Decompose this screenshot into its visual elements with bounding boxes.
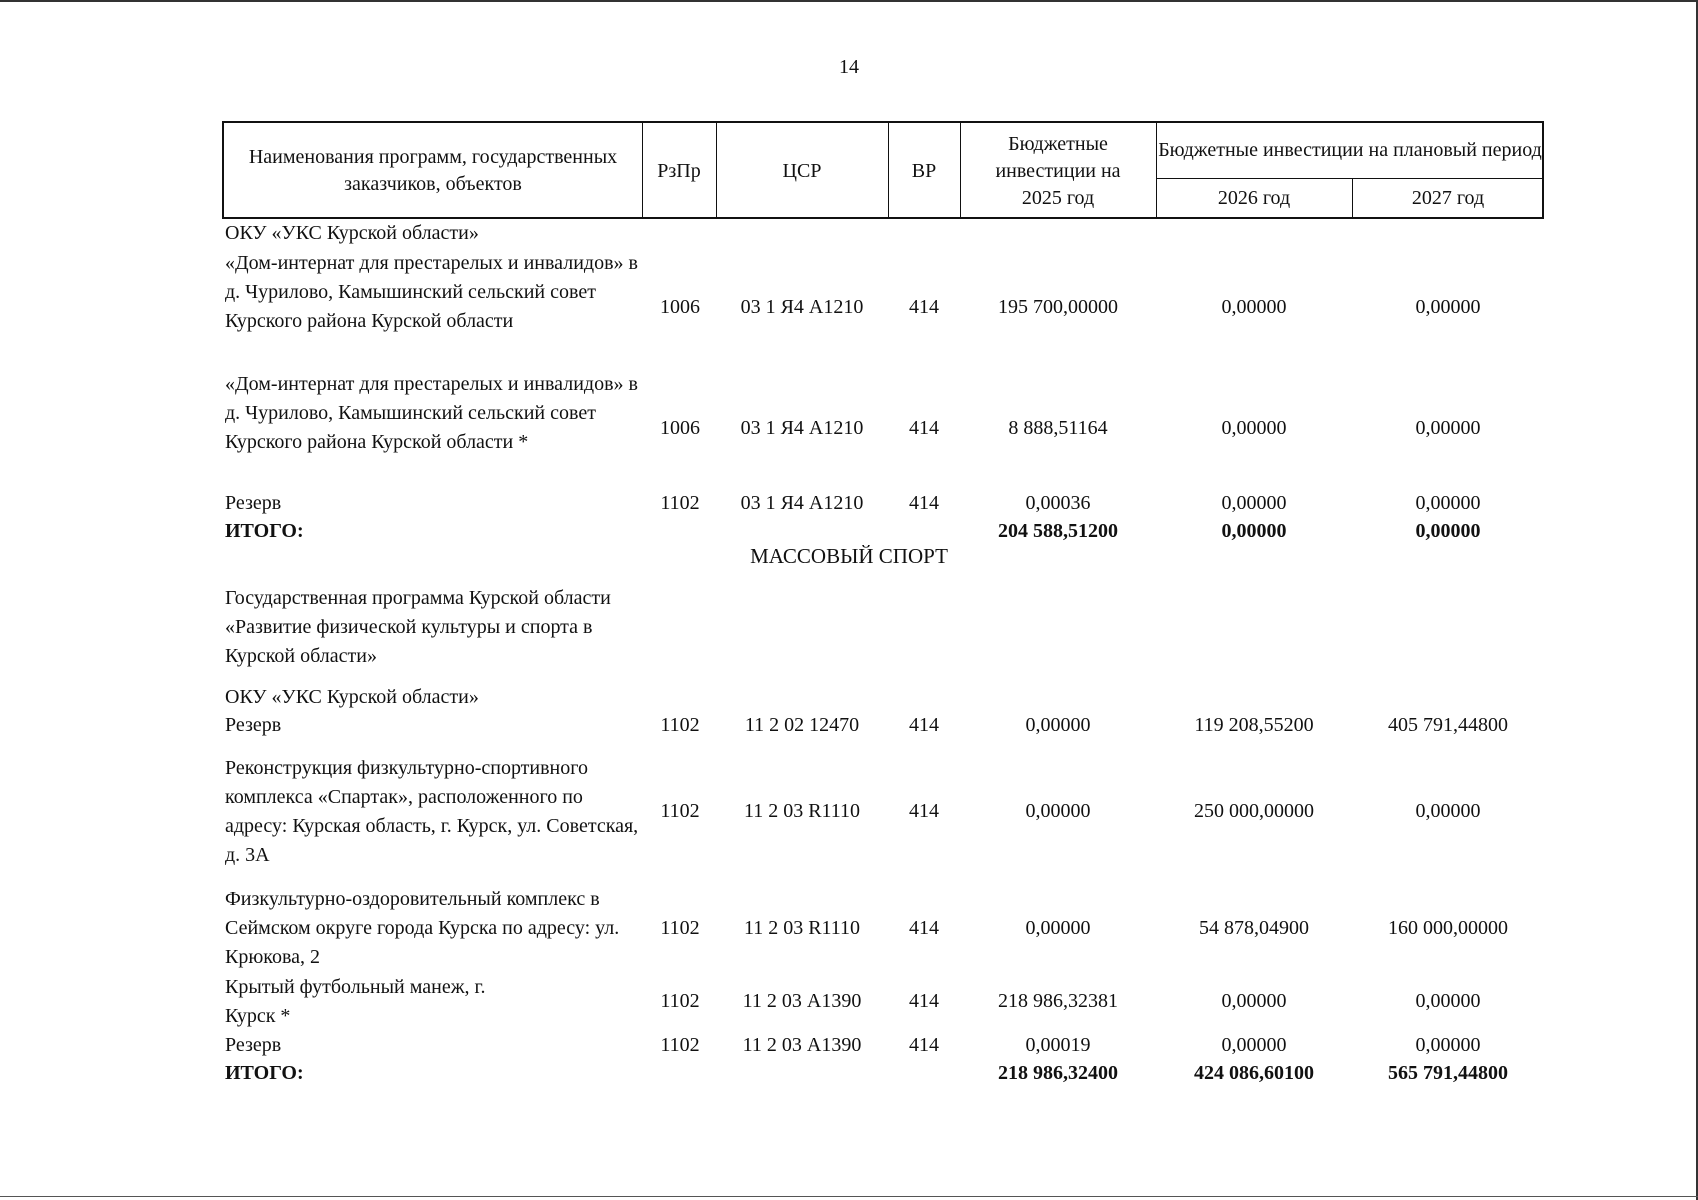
row-vr: 414 <box>909 492 939 514</box>
row-2026: 0,00000 <box>1221 990 1287 1012</box>
row-name: «Дом-интернат для престарелых и инвалидов» в д. Чурилово, Камышинский сельский совет Курского района Курской области * <box>225 373 638 453</box>
row-csr: 03 1 Я4 А1210 <box>740 296 864 318</box>
row-name: «Дом-интернат для престарелых и инвалидов» в д. Чурилово, Камышинский сельский совет Курского района Курской области <box>225 252 638 332</box>
section-title: МАССОВЫЙ СПОРТ <box>750 544 948 568</box>
row-name: Резерв <box>225 492 282 514</box>
row-2025: 218 986,32381 <box>998 990 1118 1012</box>
row-2026: 0,00000 <box>1221 417 1287 439</box>
row-csr: 11 2 03 А1390 <box>742 990 862 1012</box>
owner-label: ОКУ «УКС Курской области» <box>225 222 479 244</box>
row-2025: 0,00019 <box>1025 1034 1091 1056</box>
header-year-2027: 2027 год <box>1411 187 1485 209</box>
row-2025: 195 700,00000 <box>998 296 1118 318</box>
scan-edge-bottom <box>0 1196 1698 1197</box>
row-2026: 250 000,00000 <box>1194 800 1314 822</box>
row-name: Резерв <box>225 714 282 736</box>
row-csr: 11 2 02 12470 <box>744 714 860 736</box>
row-rzpr: 1102 <box>660 917 700 939</box>
header-csr: ЦСР <box>782 159 822 182</box>
header-rzpr: РзПр <box>657 159 701 182</box>
total-label: ИТОГО: <box>225 520 304 542</box>
row-2026: 119 208,55200 <box>1194 714 1314 736</box>
table-header <box>222 121 1544 219</box>
total-2027: 565 791,44800 <box>1388 1062 1508 1084</box>
row-2027: 405 791,44800 <box>1388 714 1508 736</box>
page-number: 14 <box>839 56 859 78</box>
total-2027: 0,00000 <box>1415 520 1481 542</box>
row-2026: 0,00000 <box>1221 296 1287 318</box>
total-label: ИТОГО: <box>225 1062 304 1084</box>
row-csr: 03 1 Я4 А1210 <box>740 417 864 439</box>
row-2027: 160 000,00000 <box>1388 917 1508 939</box>
total-2025: 204 588,51200 <box>998 520 1118 542</box>
row-2027: 0,00000 <box>1415 492 1481 514</box>
total-2025: 218 986,32400 <box>998 1062 1118 1084</box>
program-label: Государственная программа Курской области «Развитие физической культуры и спорта в Курской области» <box>225 587 611 667</box>
row-vr: 414 <box>909 714 939 736</box>
header-name: Наименования программ, государственных заказчиков, объектов <box>248 146 618 195</box>
row-2026: 54 878,04900 <box>1199 917 1309 939</box>
row-2025: 0,00000 <box>1025 800 1091 822</box>
row-2025: 0,00036 <box>1025 492 1091 514</box>
row-rzpr: 1102 <box>660 800 700 822</box>
owner-label: ОКУ «УКС Курской области» <box>225 686 479 708</box>
row-vr: 414 <box>909 800 939 822</box>
row-rzpr: 1102 <box>660 492 700 514</box>
header-budget-2025: Бюджетные инвестиции на 2025 год <box>995 132 1121 209</box>
row-name: Физкультурно-оздоровительный комплекс в Сеймском округе города Курска по адресу: ул. Крюкова, 2 <box>225 888 620 968</box>
row-csr: 03 1 Я4 А1210 <box>740 492 864 514</box>
row-rzpr: 1102 <box>660 1034 700 1056</box>
row-csr: 11 2 03 А1390 <box>742 1034 862 1056</box>
row-2027: 0,00000 <box>1415 417 1481 439</box>
row-2026: 0,00000 <box>1221 1034 1287 1056</box>
header-vr: ВР <box>911 159 937 182</box>
row-vr: 414 <box>909 1034 939 1056</box>
row-2027: 0,00000 <box>1415 296 1481 318</box>
row-2026: 0,00000 <box>1221 492 1287 514</box>
header-year-2026: 2026 год <box>1217 187 1291 209</box>
row-2025: 0,00000 <box>1025 714 1091 736</box>
row-2025: 8 888,51164 <box>1008 417 1108 439</box>
row-vr: 414 <box>909 917 939 939</box>
row-name: Реконструкция физкультурно-спортивного комплекса «Спартак», расположенного по адресу: Курская область, г. Курск, ул. Советская, д. 3А <box>225 757 639 866</box>
scan-edge-top <box>0 0 1698 2</box>
row-2027: 0,00000 <box>1415 1034 1481 1056</box>
row-rzpr: 1102 <box>660 714 700 736</box>
row-csr: 11 2 03 R1110 <box>743 800 861 822</box>
row-vr: 414 <box>909 990 939 1012</box>
row-2025: 0,00000 <box>1025 917 1091 939</box>
row-rzpr: 1102 <box>660 990 700 1012</box>
total-2026: 424 086,60100 <box>1194 1062 1314 1084</box>
header-planned-period: Бюджетные инвестиции на плановый период <box>1158 139 1542 161</box>
row-2027: 0,00000 <box>1415 990 1481 1012</box>
row-vr: 414 <box>909 417 939 439</box>
row-name: Крытый футбольный манеж, г. Курск * <box>225 976 486 1027</box>
row-2027: 0,00000 <box>1415 800 1481 822</box>
total-2026: 0,00000 <box>1221 520 1287 542</box>
row-rzpr: 1006 <box>660 296 700 318</box>
row-csr: 11 2 03 R1110 <box>743 917 861 939</box>
row-name: Резерв <box>225 1034 282 1056</box>
row-vr: 414 <box>909 296 939 318</box>
row-rzpr: 1006 <box>660 417 700 439</box>
